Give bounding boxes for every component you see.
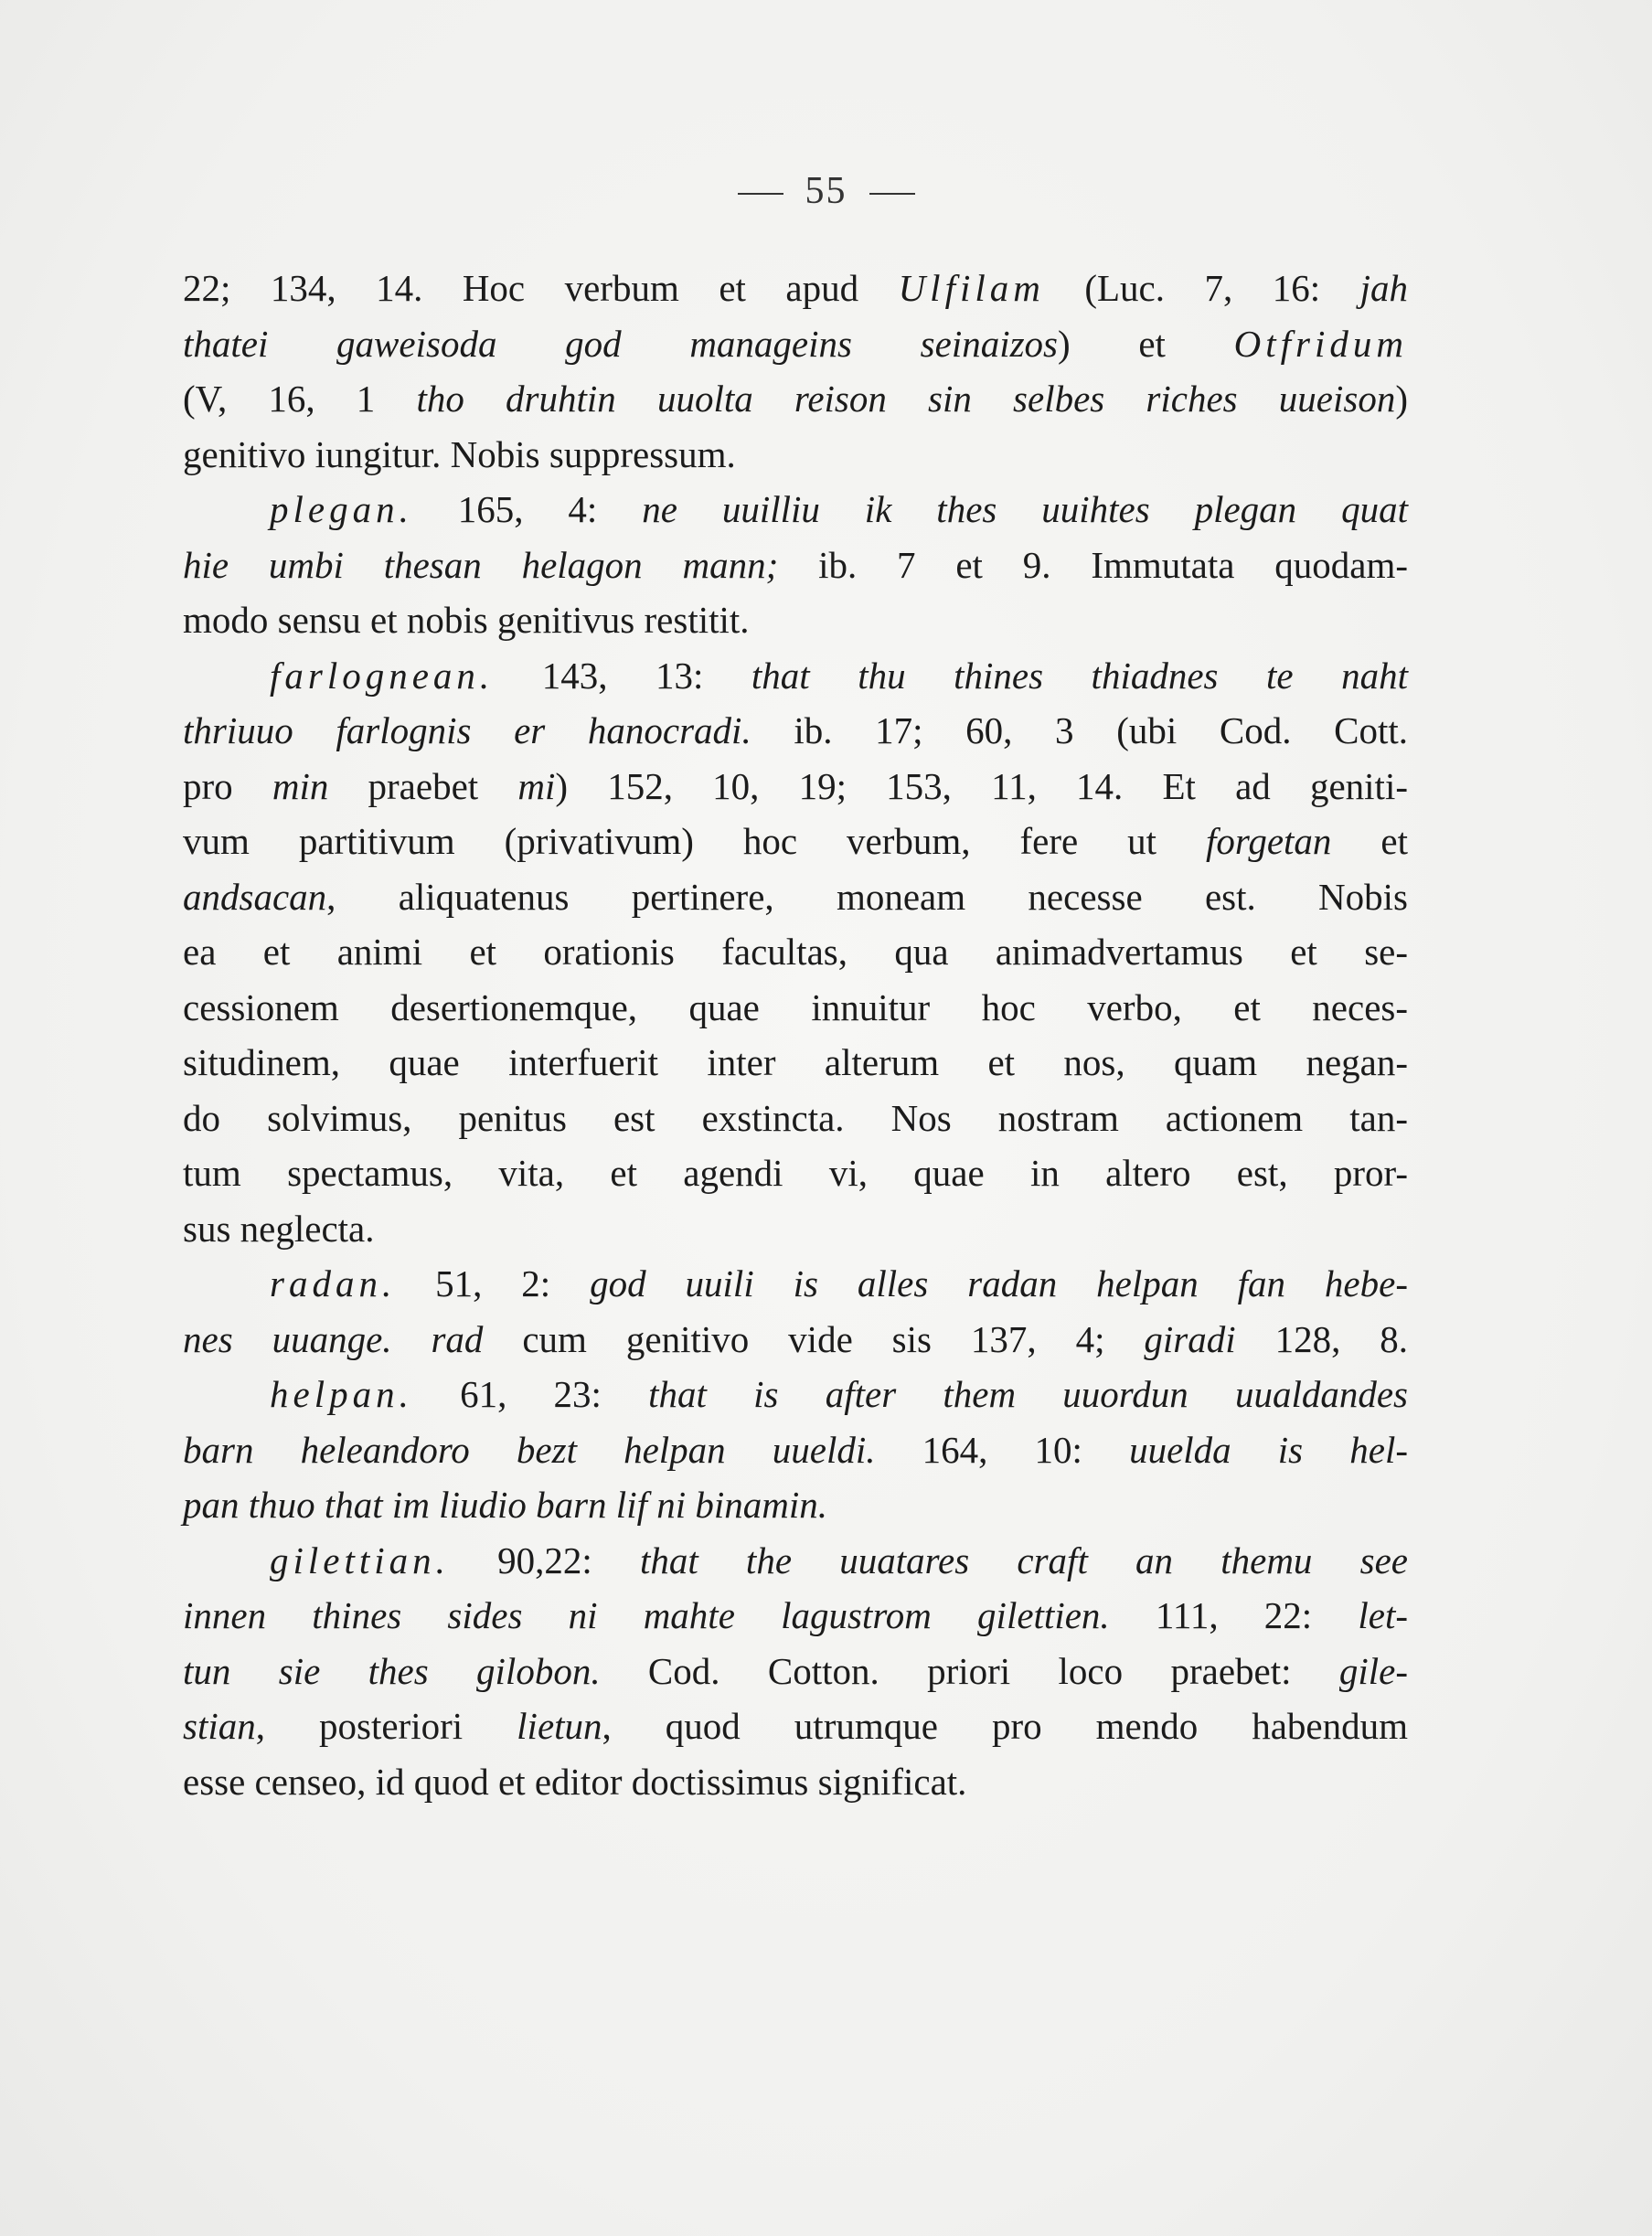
italic-quote: barn heleandoro bezt helpan uueldi. (183, 1428, 876, 1471)
italic-quote: pan thuo that im liudio barn lif ni binamin. (183, 1484, 828, 1526)
italic-quote: that is after them uuordun uualdandes (648, 1373, 1408, 1415)
lemma-word: radan. (270, 1262, 397, 1304)
text-segment: 22; 134, 14. Hoc verbum et apud (183, 267, 899, 309)
text-line (183, 1533, 1408, 1589)
text-line (183, 814, 1408, 869)
italic-quote: stian (183, 1705, 256, 1747)
text-segment: 143, 13: (494, 654, 751, 697)
italic-quote: tho druhtin uuolta reison sin selbes riches uueison (416, 378, 1396, 420)
lemma-word: gilettian. (270, 1539, 450, 1581)
text-segment: 90,22: (449, 1539, 640, 1581)
text-line (183, 1644, 1408, 1699)
text-segment: 165, 4: (412, 488, 643, 530)
italic-quote: hie umbi thesan helagon mann; (183, 543, 779, 586)
italic-quote: uuelda is hel- (1129, 1428, 1408, 1471)
text-line (183, 1256, 1408, 1312)
text-segment (392, 1318, 432, 1360)
text-segment: et (1331, 820, 1408, 862)
text-segment: pro (183, 764, 272, 807)
text-segment: , posteriori (255, 1705, 517, 1747)
text-line (183, 924, 1408, 980)
text-line (183, 1091, 1408, 1146)
text-segment: situdinem, quae interfuerit inter alterum et nos, quam negan- (183, 1041, 1408, 1083)
text-line (183, 1422, 1408, 1478)
italic-quote: forgetan (1206, 820, 1332, 862)
lemma-word: helpan. (270, 1373, 413, 1415)
right-dash (869, 193, 915, 195)
lemma-word: Ulfilam (898, 267, 1045, 309)
text-segment: , quod utrumque pro mendo habendum (602, 1705, 1408, 1747)
text-segment: do solvimus, penitus est exstincta. Nos nostram actionem tan- (183, 1096, 1408, 1139)
text-line (183, 1477, 1408, 1533)
text-line (183, 648, 1408, 704)
body-text (183, 261, 1408, 1809)
text-line (183, 261, 1408, 316)
text-segment: ) et (1058, 322, 1234, 365)
text-line (183, 869, 1408, 925)
text-segment: 61, 23: (412, 1373, 649, 1415)
text-line (183, 538, 1408, 593)
italic-quote: thriuuo farlognis er hanocradi. (183, 709, 751, 751)
italic-quote: that thu thines thiadnes te naht (751, 654, 1408, 697)
italic-quote: ne uuilliu ik thes uuihtes plegan quat (642, 488, 1408, 530)
lemma-word: plegan. (270, 488, 413, 530)
text-segment: 164, 10: (875, 1428, 1130, 1471)
text-line (183, 427, 1408, 483)
text-line (183, 1035, 1408, 1091)
text-segment: ea et animi et orationis facultas, qua animadvertamus et se- (183, 931, 1408, 973)
italic-quote: god uuili is alles radan helpan fan hebe- (590, 1262, 1408, 1304)
italic-quote: let- (1358, 1594, 1408, 1636)
italic-quote: giradi (1144, 1317, 1236, 1360)
text-line (183, 592, 1408, 648)
text-segment: , aliquatenus pertinere, moneam necesse est. Nobis (326, 875, 1408, 918)
left-dash (738, 193, 783, 195)
text-line (183, 703, 1408, 759)
text-segment: tum spectamus, vita, et agendi vi, quae in altero est, pror- (183, 1152, 1408, 1194)
text-line (183, 1201, 1408, 1257)
text-segment: 51, 2: (396, 1262, 591, 1304)
text-segment: cum genitivo vide sis 137, 4; (483, 1317, 1145, 1360)
text-segment: genitivo iungitur. Nobis suppressum. (183, 432, 736, 475)
text-segment: 128, 8. (1235, 1317, 1409, 1360)
text-line (183, 1145, 1408, 1201)
text-segment: cessionem desertionemque, quae innuitur hoc verbo, et neces- (183, 985, 1408, 1028)
italic-quote: lietun (517, 1705, 602, 1747)
italic-quote: andsacan (183, 875, 327, 918)
lemma-word: farlognean. (270, 654, 495, 697)
text-segment: 111, 22: (1109, 1594, 1359, 1636)
italic-quote: gile- (1338, 1649, 1409, 1692)
text-segment: sus neglecta. (183, 1207, 375, 1250)
text-line (183, 1698, 1408, 1754)
text-line (183, 1754, 1408, 1810)
text-segment: praebet (328, 764, 518, 807)
text-line (183, 980, 1408, 1036)
italic-quote: jah (1359, 267, 1408, 309)
lemma-word: Otfridum (1233, 322, 1408, 365)
text-line (183, 371, 1408, 427)
italic-quote: tun sie thes gilobon. (183, 1649, 601, 1692)
text-segment: vum partitivum (privativum) hoc verbum, fere ut (183, 820, 1207, 862)
italic-quote: that the uuatares craft an themu see (639, 1539, 1408, 1581)
text-segment: (V, 16, 1 (183, 378, 417, 420)
text-segment: modo sensu et nobis genitivus restitit. (183, 599, 750, 641)
italic-quote: thatei gaweisoda god manageins seinaizos (183, 322, 1059, 365)
italic-quote: nes uuange. (183, 1317, 392, 1360)
text-line (183, 759, 1408, 815)
text-segment: ) 152, 10, 19; 153, 11, 14. Et ad geniti- (555, 764, 1408, 807)
text-segment: ) (1395, 378, 1408, 420)
text-line (183, 1588, 1408, 1644)
italic-quote: rad (431, 1317, 484, 1360)
italic-quote: innen thines sides ni mahte lagustrom gilettien. (183, 1594, 1110, 1636)
text-segment: ib. 17; 60, 3 (ubi Cod. Cott. (751, 709, 1408, 751)
text-segment: ib. 7 et 9. Immutata quodam- (778, 543, 1409, 586)
text-line (183, 1367, 1408, 1422)
italic-quote: mi (517, 764, 556, 807)
italic-quote: min (272, 764, 329, 807)
text-line (183, 482, 1408, 538)
text-segment: (Luc. 7, 16: (1044, 267, 1360, 309)
page-number-header (0, 169, 1652, 213)
text-segment: Cod. Cotton. priori loco praebet: (600, 1649, 1339, 1692)
page-number: 55 (805, 170, 847, 212)
text-line (183, 316, 1408, 372)
text-line (183, 1312, 1408, 1368)
text-segment: esse censeo, id quod et editor doctissimus significat. (183, 1760, 967, 1803)
